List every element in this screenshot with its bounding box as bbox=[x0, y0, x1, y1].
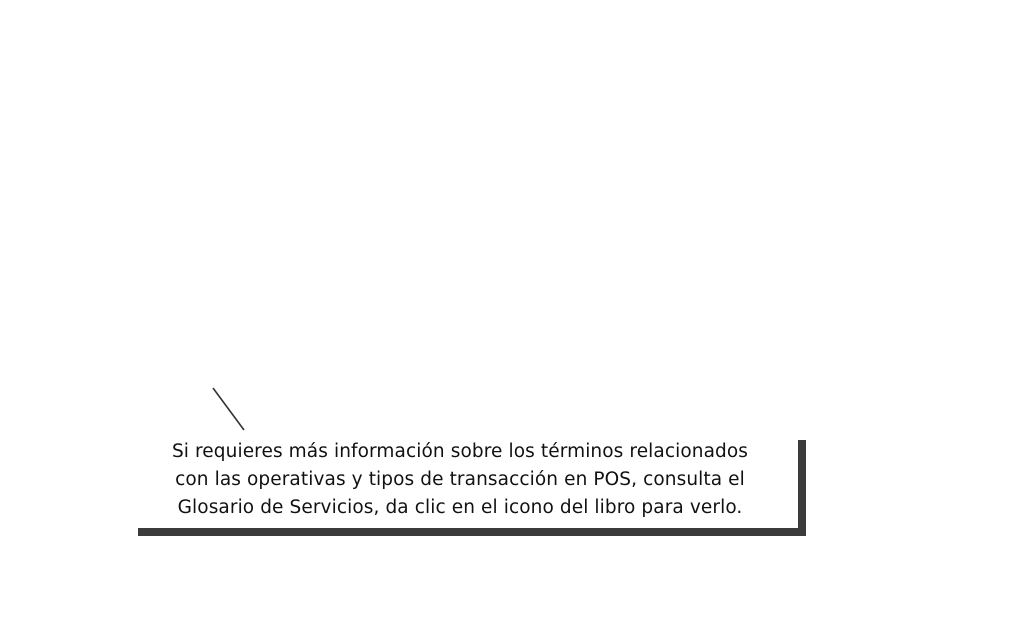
glossary-hint-callout bbox=[130, 432, 798, 528]
callout-line-3: Glosario de Servicios, da clic en el icono del libro para verlo. bbox=[177, 497, 743, 518]
pointer-line-segment bbox=[213, 388, 244, 430]
callout-message bbox=[130, 438, 790, 522]
callout-line-2: con las operativas y tipos de transacción en POS, consulta el bbox=[175, 469, 745, 490]
callout-line-1: Si requieres más información sobre los términos relacionados bbox=[171, 441, 749, 462]
